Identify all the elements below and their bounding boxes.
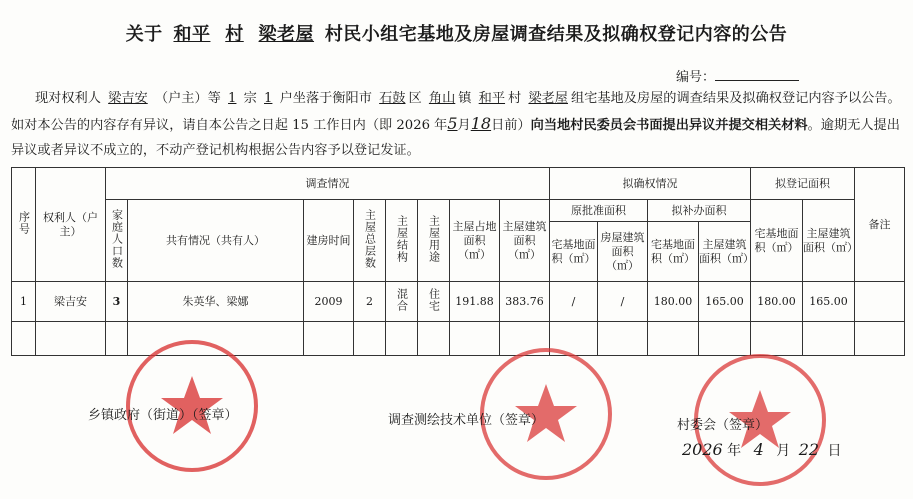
- town-signature-label: 乡镇政府（街道）（签章）: [88, 408, 238, 423]
- header-family: 家庭人口数: [106, 200, 128, 282]
- date-day: 22: [798, 440, 820, 459]
- notice-text: 区: [408, 91, 422, 106]
- survey-table: [11, 167, 905, 356]
- header-coowner: 共有情况（共有人）: [128, 200, 304, 282]
- notice-owner: 梁吉安: [108, 91, 148, 106]
- header-approved-house: 房屋建筑面积（㎡）: [598, 222, 648, 282]
- notice-text: 月: [457, 118, 471, 133]
- notice-text: 镇: [458, 91, 472, 106]
- date-m: 月: [776, 443, 791, 459]
- header-reg-site: 宅基地面积（㎡）: [751, 200, 803, 282]
- header-supplement: 拟补办面积: [648, 200, 751, 222]
- cell-reg-site: 180.00: [751, 282, 803, 322]
- notice-count: 1: [228, 91, 237, 106]
- notice-village: 和平: [478, 91, 506, 106]
- title-village: 和平: [173, 24, 211, 45]
- cell-building: 383.76: [500, 282, 550, 322]
- survey-signature-label: 调查测绘技术单位（签章）: [388, 413, 545, 428]
- doc-number-blank: [715, 68, 799, 81]
- cell-approved-house: /: [598, 282, 648, 322]
- cell-approved-site: /: [550, 282, 598, 322]
- cell-usage: 住宅: [418, 282, 450, 322]
- cell-structure: 混合: [386, 282, 418, 322]
- notice-text: 户坐落于衡阳市: [279, 91, 372, 106]
- header-approved: 原批准面积: [550, 200, 648, 222]
- header-year: 建房时间: [304, 200, 354, 282]
- title-group: 梁老屋: [258, 24, 315, 45]
- header-supp-build: 主屋建筑面积（㎡）: [699, 222, 751, 282]
- header-confirm: 拟确权情况: [550, 168, 751, 200]
- header-structure: 主屋结构: [386, 200, 418, 282]
- header-remark: 备注: [855, 168, 905, 282]
- header-usage: 主屋用途: [418, 200, 450, 282]
- header-supp-site: 宅基地面积（㎡）: [648, 222, 699, 282]
- notice-text: 。逾期无人提出异议或者异议不成立的，不动产登记机构根据公告内容予以登记发证。: [11, 118, 900, 158]
- village-signature-label: 村委会（签章）: [677, 418, 769, 433]
- cell-seq: 1: [12, 282, 36, 322]
- date-y: 年: [727, 443, 742, 459]
- notice-text: 组宅基地及房屋的调查结果及拟确权登记内容予以公告。如对本公告的内容存有异议，请自本公告之日起 15 工作日内（即 2026 年: [11, 91, 901, 133]
- notice-paragraph: [11, 86, 903, 163]
- page-title: [0, 20, 913, 46]
- cell-remark: [855, 282, 905, 322]
- cell-coowner: 朱英华、梁娜: [128, 282, 304, 322]
- notice-group: 梁老屋: [528, 91, 568, 106]
- header-register: 拟登记面积: [751, 168, 855, 200]
- cell-year: 2009: [304, 282, 354, 322]
- header-seq: 序号: [12, 168, 36, 282]
- header-owner: 权利人（户主）: [36, 168, 106, 282]
- cell-owner: 梁吉安: [36, 282, 106, 322]
- notice-district: 石鼓: [379, 91, 406, 106]
- header-floors: 主屋总层数: [354, 200, 386, 282]
- notice-text: 村: [508, 91, 522, 106]
- header-approved-site: 宅基地面积（㎡）: [550, 222, 598, 282]
- date-d: 日: [827, 443, 842, 459]
- header-building: 主屋建筑面积（㎡）: [500, 200, 550, 282]
- notice-day: 18: [470, 114, 492, 133]
- cell-reg-build: 165.00: [803, 282, 855, 322]
- doc-number: [676, 66, 799, 85]
- header-survey: 调查情况: [106, 168, 550, 200]
- title-suffix: 村民小组宅基地及房屋调查结果及拟确权登记内容的公告: [324, 24, 788, 45]
- notice-bold: 向当地村民委员会书面提出异议并提交相关材料: [530, 118, 808, 133]
- title-prefix: 关于: [125, 24, 163, 45]
- date-year: 2026: [682, 440, 723, 459]
- header-reg-build: 主屋建筑面积（㎡）: [803, 200, 855, 282]
- cell-floors: 2: [354, 282, 386, 322]
- header-footprint: 主屋占地面积（㎡）: [450, 200, 500, 282]
- cell-family: 3: [106, 282, 128, 322]
- notice-text: 日前）: [491, 118, 531, 133]
- notice-text: （户主）等: [154, 91, 221, 106]
- title-cun: 村: [225, 24, 244, 45]
- cell-supp-site: 180.00: [648, 282, 699, 322]
- notice-month: 5: [447, 114, 458, 133]
- cell-supp-build: 165.00: [699, 282, 751, 322]
- doc-number-label: 编号：: [676, 70, 716, 85]
- notice-town: 角山: [428, 91, 456, 106]
- cell-footprint: 191.88: [450, 282, 500, 322]
- table-row: [12, 282, 905, 322]
- sign-date: [682, 440, 842, 460]
- notice-text: 宗: [243, 91, 257, 106]
- notice-text: 现对权利人: [35, 91, 101, 106]
- notice-count: 1: [264, 91, 273, 106]
- date-month: 4: [753, 440, 764, 459]
